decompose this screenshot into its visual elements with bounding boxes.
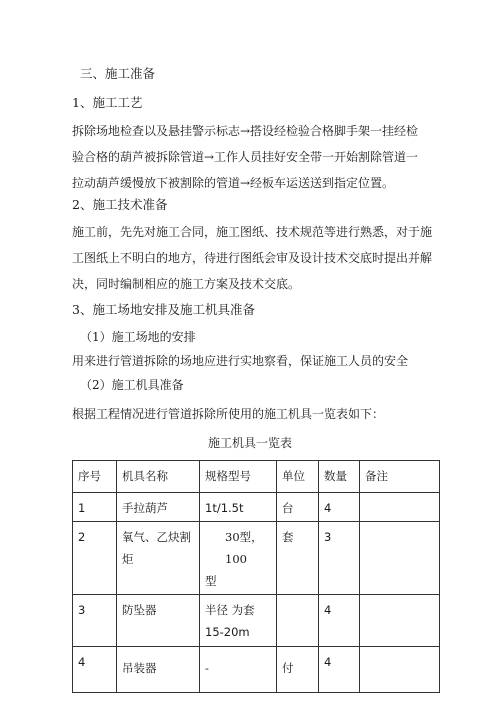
table-header-row	[73, 461, 440, 493]
cell-note	[360, 595, 440, 647]
table-row	[73, 493, 440, 522]
spec-line: 15-20m	[205, 625, 250, 639]
cell-unit: 套	[277, 522, 319, 595]
spec-line: 半径 为套	[205, 603, 255, 617]
cell-qty: 4	[319, 647, 360, 693]
table-row	[73, 595, 440, 647]
cell-no: 1	[73, 493, 117, 522]
cell-name: 手拉葫芦	[117, 493, 200, 522]
cell-no: 4	[73, 647, 117, 693]
header-cell: 规格型号	[200, 461, 277, 493]
cell-note	[360, 493, 440, 522]
heading-construction-process: 1、施工工艺	[72, 95, 143, 110]
cell-name: 吊装器	[117, 647, 200, 693]
header-cell: 机具名称	[117, 461, 200, 493]
paragraph-line: 施工前，先先对施工合同，施工图纸、技术规范等进行熟悉，对于施	[72, 225, 433, 239]
cell-qty: 4	[319, 493, 360, 522]
tools-table	[72, 460, 440, 693]
cell-note	[360, 647, 440, 693]
paragraph-line: 工图纸上不明白的地方，待进行图纸会审及设计技术交底时提出并解	[72, 251, 433, 265]
cell-no: 3	[73, 595, 117, 647]
heading-technical-preparation: 2、施工技术准备	[72, 197, 168, 212]
cell-name: 氧气、乙炔割炬	[117, 522, 200, 595]
cell-unit: 付	[277, 647, 319, 693]
cell-name: 防坠器	[117, 595, 200, 647]
header-cell: 单位	[277, 461, 319, 493]
spec-line: 型	[205, 574, 217, 588]
cell-qty: 3	[319, 522, 360, 595]
cell-no: 2	[73, 522, 117, 595]
section-title: 三、施工准备	[80, 66, 156, 81]
cell-unit	[277, 595, 319, 647]
spec-line: 30型，100	[225, 530, 263, 566]
paragraph-line: 用来进行管道拆除的场地应进行实地察看，保证施工人员的安全	[72, 354, 409, 368]
cell-unit: 台	[277, 493, 319, 522]
paragraph-line: 验合格的葫芦被拆除管道→工作人员挂好安全带一开始割除管道一	[72, 150, 419, 164]
table-row	[73, 647, 440, 693]
cell-qty: 4	[319, 595, 360, 647]
heading-site-and-tools: 3、施工场地安排及施工机具准备	[72, 302, 255, 317]
cell-note	[360, 522, 440, 595]
header-cell: 备注	[360, 461, 440, 493]
header-cell: 序号	[73, 461, 117, 493]
cell-spec	[200, 522, 277, 595]
subheading-tool-preparation: （2）施工机具准备	[80, 378, 184, 392]
paragraph-line: 拉动葫芦缓慢放下被割除的管道→经板车运送送到指定位置。	[72, 176, 395, 190]
subheading-site-arrangement: （1）施工场地的安排	[80, 330, 196, 344]
cell-spec: 1t/1.5t	[200, 493, 277, 522]
paragraph-line: 根据工程情况进行管道拆除所使用的施工机具一览表如下：	[72, 407, 385, 421]
cell-spec: -	[200, 647, 277, 693]
paragraph-line: 拆除场地检查以及悬挂警示标志→搭设经检验合格脚手架一挂经检	[72, 124, 419, 138]
table-row	[73, 522, 440, 595]
header-cell: 数量	[319, 461, 360, 493]
cell-spec	[200, 595, 277, 647]
paragraph-line: 决，同时编制相应的施工方案及技术交底。	[72, 277, 301, 291]
table-caption: 施工机具一览表	[207, 436, 292, 450]
